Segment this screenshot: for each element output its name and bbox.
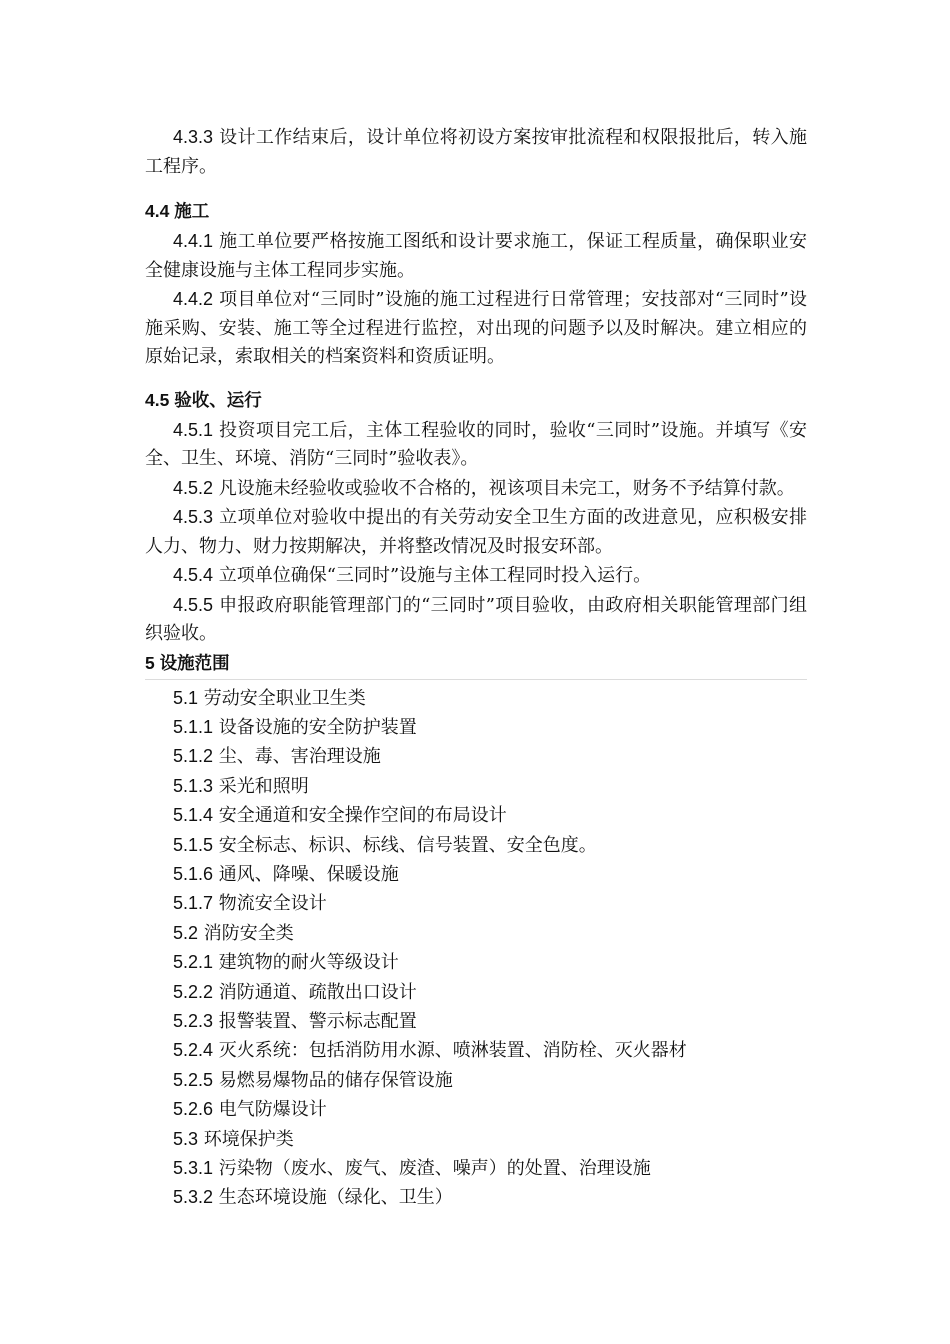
item-text: 报警装置、警示标志配置 bbox=[213, 1010, 417, 1032]
clause-number: 4.5.3 bbox=[173, 507, 214, 527]
clause-text: 立项单位对验收中提出的有关劳动安全卫生方面的改进意见，应积极安排人力、物力、财力按期解决，并将整改情况及时报安环部。 bbox=[145, 507, 807, 557]
item-text: 易燃易爆物品的储存保管设施 bbox=[213, 1069, 453, 1091]
list-item bbox=[145, 713, 807, 742]
item-text: 安全标志、标识、标线、信号装置、安全色度。 bbox=[213, 834, 597, 856]
list-item bbox=[145, 831, 807, 860]
document-page bbox=[145, 0, 807, 1213]
list-item bbox=[145, 1036, 807, 1065]
item-text: 设备设施的安全防护装置 bbox=[213, 716, 417, 738]
item-number: 5.1.3 bbox=[173, 775, 214, 796]
item-text: 尘、毒、害治理设施 bbox=[213, 746, 381, 768]
clause-text: 项目单位对“三同时”设施的施工过程进行日常管理；安技部对“三同时”设施采购、安装、施工等全过程进行监控，对出现的问题予以及时解决。建立相应的原始记录，索取相关的档案资料和资质证明。 bbox=[145, 289, 807, 367]
paragraph-4-5-3 bbox=[145, 503, 807, 561]
list-item bbox=[145, 684, 807, 713]
item-number: 5.2.3 bbox=[173, 1010, 214, 1031]
list-item bbox=[145, 801, 807, 830]
item-number: 5.1 bbox=[173, 687, 199, 708]
item-number: 5.1.4 bbox=[173, 805, 214, 826]
item-number: 5.2.1 bbox=[173, 952, 214, 973]
list-item bbox=[145, 919, 807, 948]
paragraph-4-5-5 bbox=[145, 591, 807, 649]
item-number: 5.3.1 bbox=[173, 1158, 214, 1178]
item-number: 5.3 bbox=[173, 1128, 199, 1149]
clause-number: 4.5.5 bbox=[173, 594, 214, 615]
clause-text: 投资项目完工后，主体工程验收的同时，验收“三同时”设施。并填写《安全、卫生、环境、消防“三同时”验收表》。 bbox=[145, 419, 807, 469]
list-item bbox=[145, 860, 807, 889]
list-item bbox=[145, 772, 807, 801]
paragraph-4-5-2 bbox=[145, 474, 807, 504]
clause-number: 4.5.2 bbox=[173, 477, 214, 498]
list-item bbox=[145, 1007, 807, 1036]
heading-5: 5 设施范围 bbox=[145, 652, 230, 673]
item-text: 污染物（废水、废气、废渣、噪声）的处置、治理设施 bbox=[213, 1158, 651, 1179]
heading-4-5: 4.5 验收、运行 bbox=[145, 389, 262, 410]
list-item bbox=[145, 1095, 807, 1124]
clause-text: 设计工作结束后，设计单位将初设方案按审批流程和权限报批后，转入施工程序。 bbox=[145, 127, 807, 177]
item-number: 5.1.5 bbox=[173, 834, 214, 855]
clause-number: 4.4.1 bbox=[173, 231, 214, 251]
item-number: 5.2.5 bbox=[173, 1069, 214, 1090]
clause-text: 凡设施未经验收或验收不合格的，视该项目未完工，财务不予结算付款。 bbox=[213, 477, 795, 499]
item-number: 5.1.7 bbox=[173, 893, 214, 914]
paragraph-4-4-2 bbox=[145, 285, 807, 372]
item-text: 环境保护类 bbox=[198, 1128, 294, 1150]
item-text: 灭火系统：包括消防用水源、喷淋装置、消防栓、灭火器材 bbox=[213, 1040, 687, 1062]
item-number: 5.2.4 bbox=[173, 1040, 214, 1061]
clause-number: 4.5.4 bbox=[173, 565, 214, 585]
item-number: 5.3.2 bbox=[173, 1187, 214, 1208]
clause-text: 申报政府职能管理部门的“三同时”项目验收，由政府相关职能管理部门组织验收。 bbox=[145, 594, 807, 644]
item-text: 劳动安全职业卫生类 bbox=[198, 687, 366, 709]
list-item bbox=[145, 948, 807, 977]
item-text: 消防通道、疏散出口设计 bbox=[213, 981, 417, 1003]
paragraph-4-5-4 bbox=[145, 561, 807, 591]
item-text: 建筑物的耐火等级设计 bbox=[213, 952, 399, 974]
item-text: 通风、降噪、保暖设施 bbox=[213, 863, 399, 885]
paragraph-4-3-3 bbox=[145, 123, 807, 181]
list-item bbox=[145, 1066, 807, 1095]
item-text: 采光和照明 bbox=[213, 775, 309, 797]
item-number: 5.1.1 bbox=[173, 716, 214, 737]
list-item bbox=[145, 1154, 807, 1183]
item-number: 5.2 bbox=[173, 922, 199, 943]
list-item bbox=[145, 1125, 807, 1154]
item-text: 消防安全类 bbox=[198, 922, 294, 944]
item-text: 生态环境设施（绿化、卫生） bbox=[213, 1187, 453, 1209]
clause-text: 施工单位要严格按施工图纸和设计要求施工，保证工程质量，确保职业安全健康设施与主体工程同步实施。 bbox=[145, 231, 807, 281]
paragraph-4-5-1 bbox=[145, 416, 807, 474]
list-item bbox=[145, 978, 807, 1007]
list-item bbox=[145, 742, 807, 771]
paragraph-4-4-1 bbox=[145, 227, 807, 285]
clause-number: 4.5.1 bbox=[173, 419, 214, 440]
heading-divider bbox=[145, 679, 807, 680]
facility-scope-list bbox=[145, 684, 807, 1213]
item-number: 5.1.6 bbox=[173, 863, 214, 884]
clause-number: 4.3.3 bbox=[173, 127, 214, 147]
item-text: 安全通道和安全操作空间的布局设计 bbox=[213, 805, 507, 827]
item-text: 物流安全设计 bbox=[213, 893, 327, 915]
item-number: 5.2.2 bbox=[173, 981, 214, 1002]
clause-text: 立项单位确保“三同时”设施与主体工程同时投入运行。 bbox=[213, 565, 652, 586]
list-item bbox=[145, 889, 807, 918]
item-number: 5.2.6 bbox=[173, 1099, 214, 1120]
item-text: 电气防爆设计 bbox=[213, 1099, 327, 1121]
item-number: 5.1.2 bbox=[173, 746, 214, 767]
clause-number: 4.4.2 bbox=[173, 289, 214, 309]
heading-4-4: 4.4 施工 bbox=[145, 201, 210, 221]
list-item bbox=[145, 1183, 807, 1212]
